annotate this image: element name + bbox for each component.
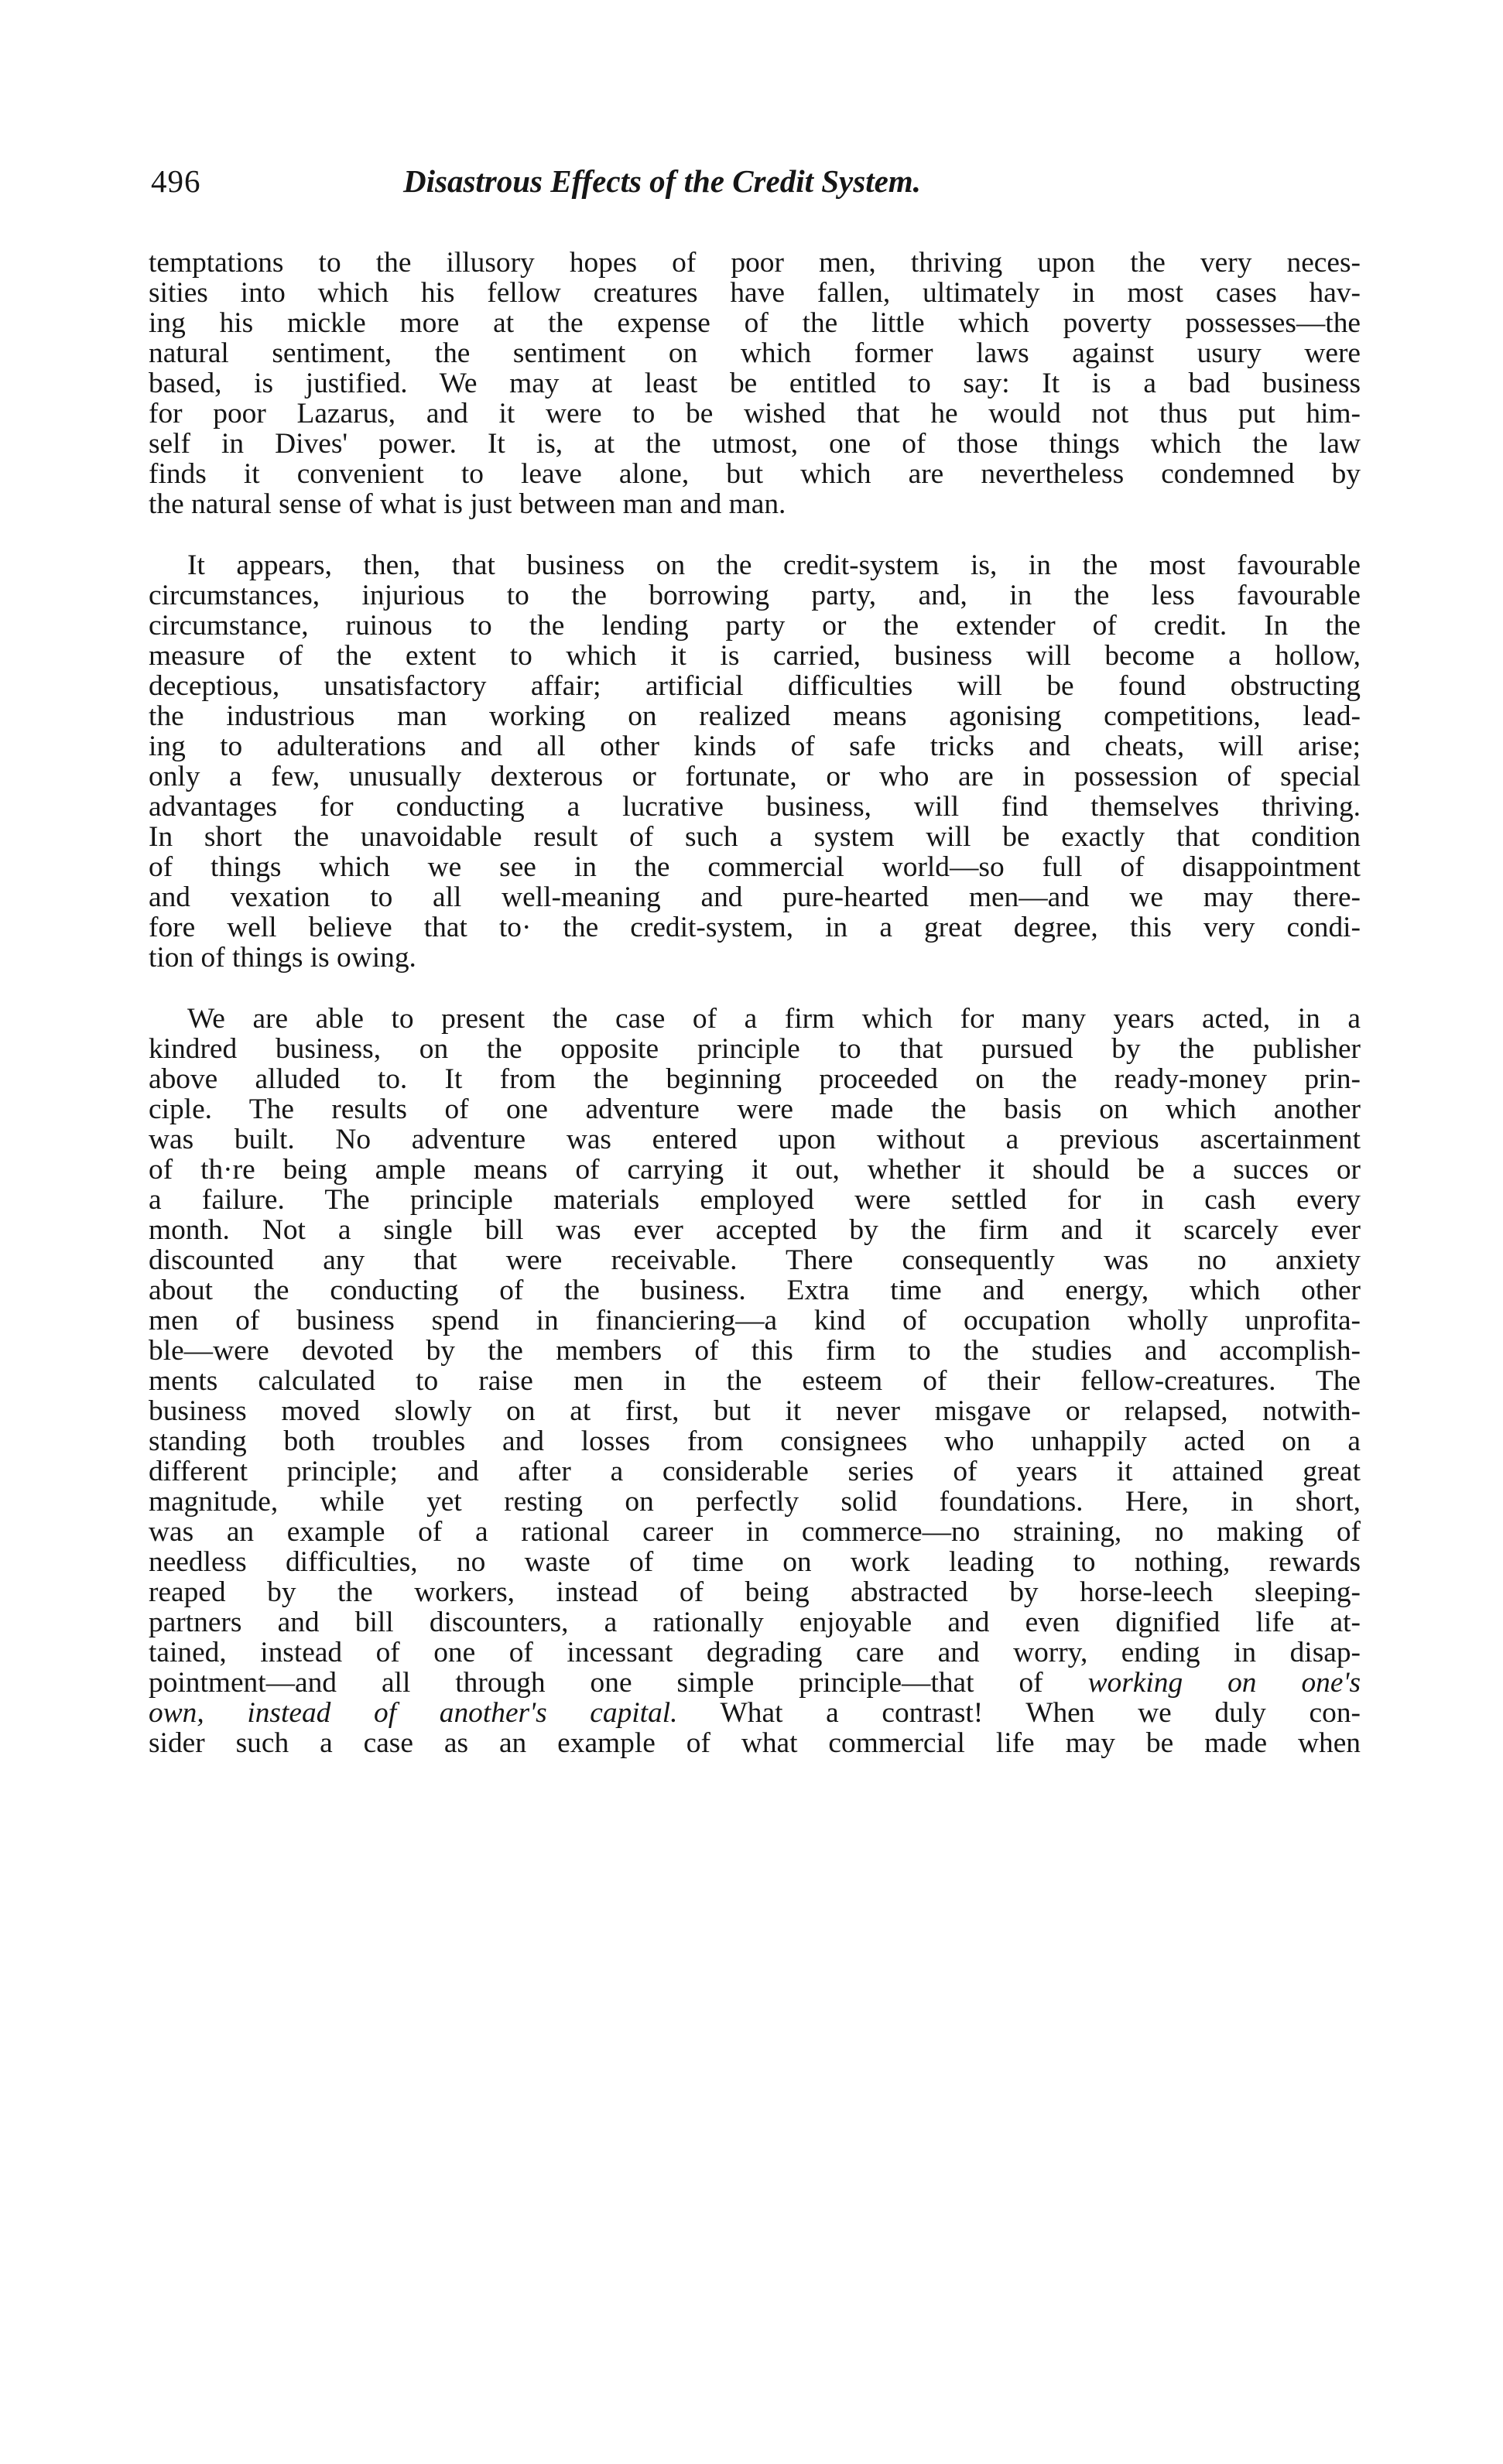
text-line: men of business spend in financiering—a kind of occupation wholly unprofita-: [149, 1306, 1361, 1336]
text-line: ments calculated to raise men in the esteem of their fellow-creatures. The: [149, 1366, 1361, 1396]
text-line: a failure. The principle materials employed were settled for in cash every: [149, 1185, 1361, 1215]
text-line: of things which we see in the commercial world—so full of disappointment: [149, 852, 1361, 882]
text-line: reaped by the workers, instead of being abstracted by horse-leech sleeping-: [149, 1577, 1361, 1607]
text-line: advantages for conducting a lucrative business, will find themselves thriving.: [149, 792, 1361, 822]
text-line: the industrious man working on realized means agonising competitions, lead-: [149, 701, 1361, 731]
text-line: and vexation to all well-meaning and pure-hearted men—and we may there-: [149, 882, 1361, 912]
text-line: natural sentiment, the sentiment on which former laws against usury were: [149, 338, 1361, 368]
text-line: sities into which his fellow creatures have fallen, ultimately in most cases hav-: [149, 278, 1361, 308]
text-line: needless difficulties, no waste of time on work leading to nothing, rewards: [149, 1547, 1361, 1577]
text-line-with-italic: [149, 1668, 1361, 1698]
text-line: different principle; and after a considerable series of years it attained great: [149, 1456, 1361, 1487]
text-line: measure of the extent to which it is carried, business will become a hollow,: [149, 641, 1361, 671]
paragraph-3: [149, 1004, 1361, 1758]
text-line: about the conducting of the business. Extra time and energy, which other: [149, 1275, 1361, 1306]
text-line: finds it convenient to leave alone, but which are nevertheless condemned by: [149, 459, 1361, 489]
text-segment: pointment—and all through one simple principle—that of: [149, 1668, 1043, 1698]
body-text: [149, 248, 1361, 1758]
text-line: In short the unavoidable result of such a system will be exactly that condition: [149, 822, 1361, 852]
text-line: tion of things is owing.: [149, 943, 416, 973]
text-line: deceptious, unsatisfactory affair; artificial difficulties will be found obstructing: [149, 671, 1361, 701]
text-line: ciple. The results of one adventure were made the basis on which another: [149, 1094, 1361, 1124]
text-line: It appears, then, that business on the credit-system is, in the most favourable: [187, 550, 1361, 580]
text-line: based, is justified. We may at least be entitled to say: It is a bad business: [149, 368, 1361, 399]
text-line: We are able to present the case of a firm which for many years acted, in a: [187, 1004, 1361, 1034]
text-line: the natural sense of what is just between man and man.: [149, 489, 786, 519]
text-line: magnitude, while yet resting on perfectly solid foundations. Here, in short,: [149, 1487, 1361, 1517]
text-segment: What a contrast! When we duly con-: [677, 1698, 1361, 1728]
text-line: sider such a case as an example of what commercial life may be made when: [149, 1728, 1361, 1758]
paragraph-1: [149, 248, 1361, 519]
text-line: was built. No adventure was entered upon without a previous ascertainment: [149, 1124, 1361, 1155]
text-line: partners and bill discounters, a rationally enjoyable and even dignified life at-: [149, 1607, 1361, 1638]
text-line: only a few, unusually dexterous or fortunate, or who are in possession of special: [149, 761, 1361, 792]
page-header: [151, 163, 1358, 209]
text-line: standing both troubles and losses from consignees who unhappily acted on a: [149, 1426, 1361, 1456]
italic-phrase: own, instead of another's capital.: [149, 1698, 678, 1728]
text-line: ing his mickle more at the expense of the little which poverty possesses—the: [149, 308, 1361, 338]
paragraph-2: [149, 550, 1361, 973]
text-line: ble—were devoted by the members of this firm to the studies and accomplish-: [149, 1336, 1361, 1366]
running-title: Disastrous Effects of the Credit System.: [403, 163, 921, 199]
text-line: business moved slowly on at first, but it never misgave or relapsed, notwith-: [149, 1396, 1361, 1426]
text-line: above alluded to. It from the beginning proceeded on the ready-money prin-: [149, 1064, 1361, 1094]
text-line: fore well believe that to· the credit-system, in a great degree, this very condi-: [149, 912, 1361, 943]
text-line: self in Dives' power. It is, at the utmost, one of those things which the law: [149, 429, 1361, 459]
text-line: month. Not a single bill was ever accepted by the firm and it scarcely ever: [149, 1215, 1361, 1245]
text-line: discounted any that were receivable. There consequently was no anxiety: [149, 1245, 1361, 1275]
text-line: of th·re being ample means of carrying it out, whether it should be a succes or: [149, 1155, 1361, 1185]
text-line: was an example of a rational career in commerce—no straining, no making of: [149, 1517, 1361, 1547]
text-line: ing to adulterations and all other kinds of safe tricks and cheats, will arise;: [149, 731, 1361, 761]
page-number: 496: [151, 163, 201, 199]
italic-phrase: working on one's: [1087, 1668, 1361, 1698]
text-line: for poor Lazarus, and it were to be wished that he would not thus put him-: [149, 399, 1361, 429]
text-line-with-italic: [149, 1698, 1361, 1728]
text-line: circumstance, ruinous to the lending party or the extender of credit. In the: [149, 611, 1361, 641]
text-line: tained, instead of one of incessant degrading care and worry, ending in disap-: [149, 1638, 1361, 1668]
text-line: temptations to the illusory hopes of poor men, thriving upon the very neces-: [149, 248, 1361, 278]
text-line: circumstances, injurious to the borrowing party, and, in the less favourable: [149, 580, 1361, 611]
text-line: kindred business, on the opposite principle to that pursued by the publisher: [149, 1034, 1361, 1064]
